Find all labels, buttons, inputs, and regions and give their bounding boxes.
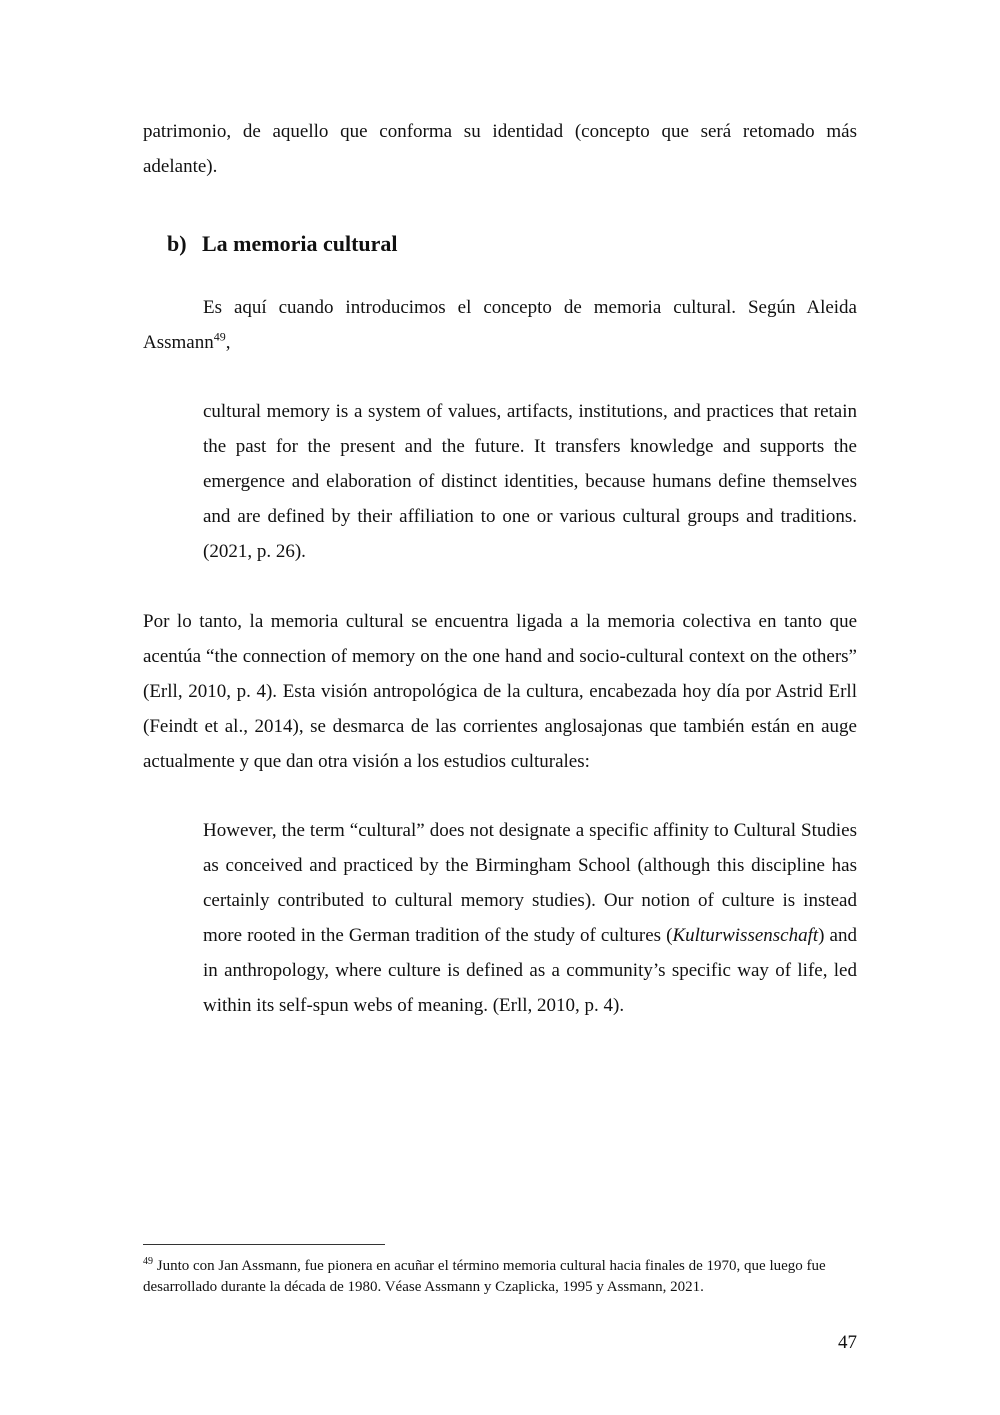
block-quote-assmann: cultural memory is a system of values, artifacts, institutions, and practices that retain the past for the present and the future. It transfers knowledge and supports the emergence and elaboration of distinct identities, because humans define themselves and are defined by their affiliation to one or various cultural groups and traditions. (2021, p. 26). bbox=[203, 401, 857, 562]
paragraph-intro bbox=[143, 290, 857, 360]
section-marker: b) bbox=[167, 231, 187, 256]
paragraph-intro-trailing: , bbox=[225, 332, 231, 353]
footnote-reference[interactable]: 49 bbox=[213, 329, 226, 344]
quote-text-part-2: ) and in anthropology, where culture is defined as a community’s specific way of life, led within its self-spun webs of meaning. (Erll, 2010, p. 4). bbox=[203, 925, 857, 1016]
block-quote-erll bbox=[203, 813, 857, 1023]
footnote-separator bbox=[143, 1244, 385, 1245]
paragraph-continuation: patrimonio, de aquello que conforma su identidad (concepto que será retomado más adelante). bbox=[143, 121, 857, 177]
quote-italic-term: Kulturwissenschaft bbox=[672, 925, 819, 946]
section-heading bbox=[167, 228, 398, 260]
page-number: 47 bbox=[838, 1332, 857, 1353]
section-title: La memoria cultural bbox=[202, 231, 398, 256]
footnote-number: 49 bbox=[143, 1256, 153, 1267]
paragraph-intro-text: Es aquí cuando introducimos el concepto de memoria cultural. Según Aleida Assmann bbox=[143, 297, 857, 353]
footnote bbox=[143, 1256, 857, 1298]
paragraph-erll: Por lo tanto, la memoria cultural se encuentra ligada a la memoria colectiva en tanto que acentúa “the connection of memory on the one hand and socio-cultural context on the others” (Erll, 2010, p. 4). Esta visión antropológica de la cultura, encabezada hoy día por Astrid Erll (Feindt et al., 2014), se desmarca de las corrientes anglosajonas que también están en auge actualmente y que dan otra visión a los estudios culturales: bbox=[143, 611, 857, 772]
footnote-text: Junto con Jan Assmann, fue pionera en acuñar el término memoria cultural hacia finales de 1970, que luego fue desarrollado durante la década de 1980. Véase Assmann y Czaplicka, 1995 y Assmann, 2021. bbox=[143, 1258, 826, 1295]
quote-text-part-1: However, the term “cultural” does not designate a specific affinity to Cultural Studies as conceived and practiced by the Birmingham School (although this discipline has certainly contributed to cultural memory studies). Our notion of culture is instead more rooted in the German tradition of the study of cultures ( bbox=[203, 820, 857, 946]
